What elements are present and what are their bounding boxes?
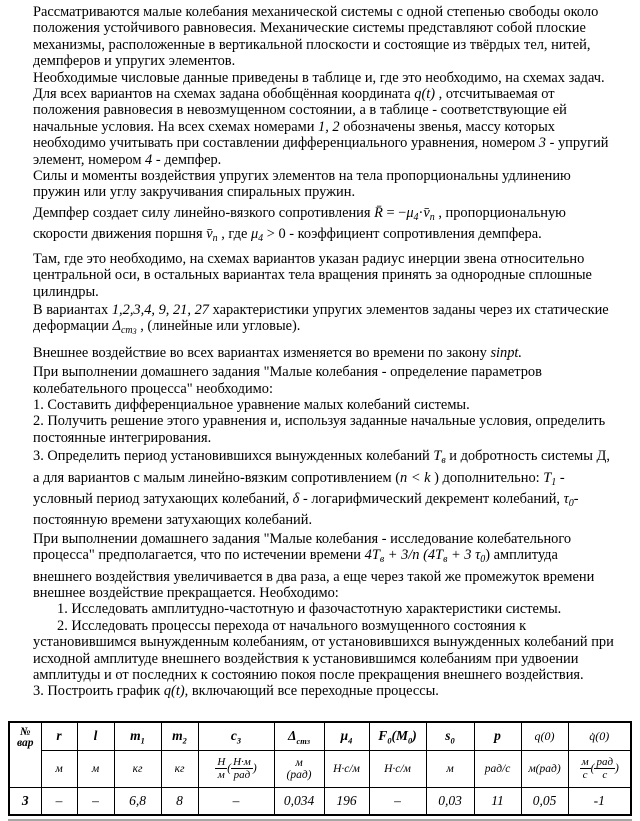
cell-qdot0: -1 <box>568 787 631 815</box>
cell-delta: 0,034 <box>274 787 324 815</box>
text-segment: τ <box>475 547 481 564</box>
text-segment: в <box>441 455 446 467</box>
text-segment: Там, где это необходимо, на схемах вариантов указан радиус инерции звена относительно центральной оси, в остальных вариантах тела вращения принять за однородные сплошные цилиндры. <box>33 250 592 300</box>
text-segment: При выполнении домашнего задания "Малые колебания - исследование колебательного процесса" предполагается, что по истечении времени <box>33 530 572 564</box>
text-segment: Силы и моменты воздействия упругих элементов на тела пропорциональны удлинению пружин или углу закручивания спиральных пружин. <box>33 168 571 201</box>
text-segment: Δ <box>112 318 121 335</box>
text-segment: и добротность системы Д, а для вариантов с малым линейно-вязким сопротивлением ( <box>33 448 610 486</box>
text-segment: > 0 - коэффициент сопротивления демпфера. <box>263 226 542 243</box>
text-segment: (4T <box>419 547 444 564</box>
text-segment: v̄ <box>206 226 213 243</box>
text-segment: 3 <box>538 135 546 152</box>
cell-c3: – <box>198 787 274 815</box>
text-segment: + 3/n <box>384 547 420 564</box>
variants-data-table <box>8 721 632 816</box>
variant-number-sign: № <box>19 725 31 738</box>
text-segment: 3 <box>132 327 137 337</box>
text-segment: 2. Получить решение этого уравнения и, используя заданные начальные условия, определить постоянные интегрирования. <box>33 413 606 446</box>
cell-f0m0: – <box>369 787 426 815</box>
delta-unit-stack: м (рад) <box>286 756 312 781</box>
table-row-variant-3 <box>9 787 631 815</box>
text-segment: Внешнее воздействие во всех вариантах изменяется во времени по закону <box>33 344 491 361</box>
text-segment: 2. Исследовать процессы перехода от начального возмущенного состояния к установившимся вынужденным колебаниям, от установившихся вынужденных колебаний при исходной амплитуде внешнего воздействия к установившимся колебаниям при удвоении амплитуды и от последних к состоянию покоя после прекращения внешнего воздействия. <box>33 617 614 684</box>
text-segment: T <box>543 469 552 486</box>
col-s0-unit: м <box>426 750 474 787</box>
text-segment: , пропорциональную скорости движения поршня <box>33 204 566 243</box>
col-qdot0-unit: $\frac{м}{с}$ ( $\frac{\text{рад}}{с}$ ) <box>568 750 631 787</box>
text-segment: , отсчитываемая от положения равновесия в невозмущенном состоянии, а в таблице - соответствующие ей начальные условия. На всех схемах номерами <box>33 86 567 135</box>
variant-label: вар <box>16 736 34 749</box>
col-l-symbol: l <box>77 722 114 751</box>
paragraph <box>33 683 618 699</box>
cell-s0: 0,03 <box>426 787 474 815</box>
text-segment: в <box>379 554 385 566</box>
text-segment: μ <box>406 204 414 221</box>
text-segment: При выполнении домашнего задания "Малые колебания - определение параметров колебательного процесса" необходимо: <box>33 364 542 397</box>
col-r-symbol: r <box>41 722 77 751</box>
text-segment: q(t) <box>414 86 436 103</box>
text-segment: sinpt. <box>490 344 523 361</box>
table-units-row <box>9 750 631 787</box>
paragraph <box>33 4 618 70</box>
cell-p: 11 <box>474 787 521 815</box>
text-segment: - демпфер. <box>152 151 222 168</box>
col-m1-symbol: $m_1$ <box>114 722 161 751</box>
paragraph <box>33 601 618 617</box>
text-segment: R̄ <box>374 204 383 221</box>
col-qdot0-symbol: q̇(0) <box>568 722 631 751</box>
qdot0-unit-fraction-1: $\frac{м}{с}$ <box>581 756 589 782</box>
text-segment: в <box>443 554 448 566</box>
text-segment: v̄ <box>423 204 430 221</box>
col-c3-unit: $\frac{Н}{м}$ ( $\frac{Н\cdot м}{\text{рад}}$ ) <box>198 750 274 787</box>
text-segment: 3. Определить период установившихся вынужденных колебаний <box>33 448 434 465</box>
cell-q0: 0,05 <box>521 787 568 815</box>
text-segment: 4 <box>413 211 419 223</box>
text-segment: 3. Построить график <box>33 683 164 700</box>
text-segment: 1, 2 <box>318 118 340 135</box>
paragraph <box>33 251 618 300</box>
text-segment: ) дополнительно: <box>430 469 544 486</box>
col-q0-symbol: q(0) <box>521 722 568 751</box>
col-p-unit: рад/с <box>474 750 521 787</box>
text-segment: μ <box>250 226 259 243</box>
col-m2-unit: кг <box>161 750 198 787</box>
text-segment: 1 <box>551 476 557 488</box>
text-segment: обозначены звенья, массу которых необходимо учитывать при составлении дифференциального уравнения, номером <box>33 118 555 152</box>
col-f0m0-symbol: $F_0(M_0)$ <box>369 722 426 751</box>
c3-unit-fraction-2: $\frac{Н\cdot м}{\text{рад}}$ <box>233 756 251 782</box>
paragraph <box>33 364 618 397</box>
text-segment: Рассматриваются малые колебания механической системы с одной степенью свободы около положения устойчивого равновесия. Механические системы представляют собой плоские механизмы, расположенные в вертикальной плоскости и состоящие из твёрдых тел, нитей, демпферов и упругих элементов. <box>33 4 599 70</box>
text-segment: 1. Составить дифференциальное уравнение малых колебаний системы. <box>33 396 470 413</box>
cell-mu4: 196 <box>324 787 369 815</box>
paragraph <box>33 70 618 168</box>
text-segment: п <box>429 211 435 223</box>
paragraph <box>33 618 618 684</box>
text-segment: T <box>433 448 442 465</box>
text-segment: · <box>418 204 424 221</box>
text-segment: ст <box>120 325 133 337</box>
col-delta-symbol: $\Delta_{ст3}$ <box>274 722 324 751</box>
col-mu4-unit: Н·с/м <box>324 750 369 787</box>
col-delta-unit <box>274 750 324 787</box>
col-s0-symbol: $s_0$ <box>426 722 474 751</box>
text-segment: - упругий элемент, номером <box>33 135 609 168</box>
cell-variant: 3 <box>9 787 41 815</box>
text-segment: п <box>212 233 218 245</box>
text-segment: Демпфер создает силу линейно-вязкого сопротивления <box>33 204 375 221</box>
col-p-symbol: p <box>474 722 521 751</box>
paragraph <box>33 531 618 602</box>
col-m2-symbol: $m_2$ <box>161 722 198 751</box>
cell-r: – <box>41 787 77 815</box>
text-segment: ) амплитуда внешнего воздействия увеличивается в два раза, а еще через такой же промежуток времени внешнее воздействие прекращается. Необходимо: <box>33 547 595 601</box>
paragraph <box>33 302 618 341</box>
text-segment: 4T <box>364 547 380 564</box>
col-f0m0-unit: Н·с/м <box>369 750 426 787</box>
c3-unit-fraction-1: $\frac{Н}{м}$ <box>217 756 226 782</box>
text-segment: δ <box>292 490 300 507</box>
qdot0-unit-fraction-2: $\frac{\text{рад}}{с}$ <box>596 756 614 782</box>
text-segment: 4 <box>258 233 264 245</box>
text-segment: Необходимые числовые данные приведены в таблице и, где это необходимо, на схемах задач. Для всех вариантов на схемах задана обобщённая координата <box>33 69 605 103</box>
col-r-unit: м <box>41 750 77 787</box>
text-segment: , включающий все переходные процессы. <box>184 683 439 700</box>
cell-l: – <box>77 787 114 815</box>
text-segment: 0 <box>480 554 486 566</box>
col-mu4-symbol: $\mu_4$ <box>324 722 369 751</box>
text-segment: - логарифмический декремент колебаний, <box>299 490 564 507</box>
text-segment: характеристики упругих элементов заданы через их статические деформации <box>33 301 609 335</box>
col-m1-unit: кг <box>114 750 161 787</box>
table-symbol-row <box>9 722 631 751</box>
paragraph <box>33 448 618 529</box>
paragraph <box>33 413 618 446</box>
text-segment: n < k <box>400 469 431 486</box>
paragraph <box>33 397 618 413</box>
text-segment: q(t) <box>163 683 185 700</box>
col-q0-unit: м(рад) <box>521 750 568 787</box>
col-c3-symbol: $c_3$ <box>198 722 274 751</box>
paragraph <box>33 205 618 248</box>
text-segment: В вариантах <box>33 301 112 318</box>
text-segment: - постоянную времени затухающих колебаний. <box>33 490 579 529</box>
text-segment: 0 <box>568 497 574 509</box>
paragraph <box>33 345 618 361</box>
text-segment: τ <box>563 490 569 507</box>
col-l-unit: м <box>77 750 114 787</box>
cell-m1: 6,8 <box>114 787 161 815</box>
paragraph <box>33 168 618 201</box>
text-segment: + 3 <box>447 547 476 564</box>
text-segment: , где <box>217 226 251 243</box>
cell-m2: 8 <box>161 787 198 815</box>
text-segment: 1,2,3,4, 9, 21, 27 <box>111 301 209 318</box>
text-segment: , (линейные или угловые). <box>136 318 301 335</box>
text-segment: 1. Исследовать амплитудно-частотную и фазочастотную характеристики системы. <box>57 601 562 618</box>
text-segment: 4 <box>145 151 153 168</box>
text-segment: - условный период затухающих колебаний, <box>33 469 565 507</box>
col-variant-header <box>9 722 41 788</box>
text-segment: = − <box>382 204 407 221</box>
